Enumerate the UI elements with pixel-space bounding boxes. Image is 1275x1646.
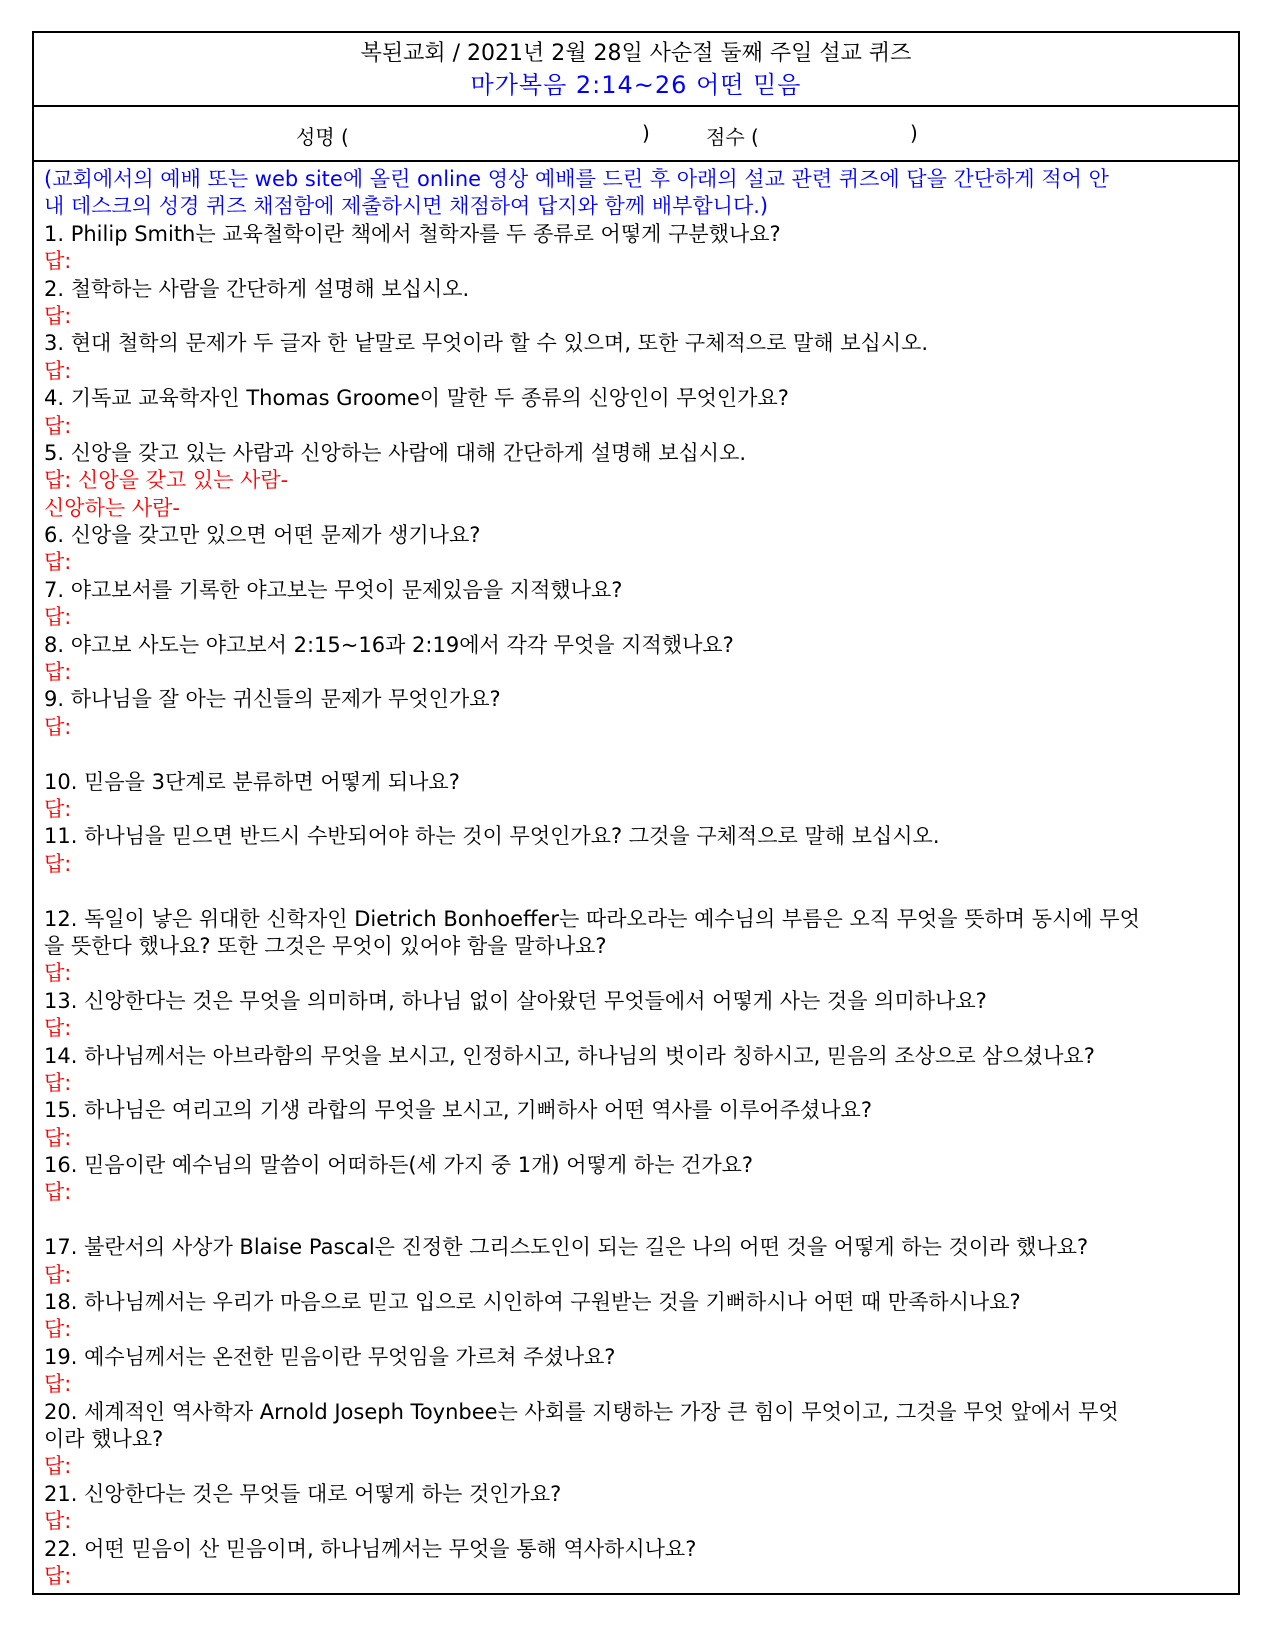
- question-text: 17. 불란서의 사상가 Blaise Pascal은 진정한 그리스도인이 되는 길은 나의 어떤 것을 어떻게 하는 것이라 했나요?: [44, 1235, 1089, 1260]
- answer-field[interactable]: 답:: [44, 1509, 72, 1534]
- question-text: 을 뜻한다 했나요? 또한 그것은 무엇이 있어야 함을 말하나요?: [44, 933, 607, 958]
- question-text: 11. 하나님을 믿으면 반드시 수반되어야 하는 것이 무엇인가요? 그것을 구체적으로 말해 보십시오.: [44, 824, 940, 849]
- name-close: ): [642, 121, 650, 145]
- question-text: 16. 믿음이란 예수님의 말씀이 어떠하든(세 가지 중 1개) 어떻게 하는 건가요?: [44, 1153, 754, 1178]
- answer-field[interactable]: 답:: [44, 303, 72, 328]
- answer-field[interactable]: 답:: [44, 1016, 72, 1041]
- question-text: 20. 세계적인 역사학자 Arnold Joseph Toynbee는 사회를 지탱하는 가장 큰 힘이 무엇이고, 그것을 무엇 앞에서 무엇: [44, 1399, 1119, 1424]
- instructions-line: 내 데스크의 성경 퀴즈 채점함에 제출하시면 채점하여 답지와 함께 배부합니다.): [44, 194, 769, 219]
- question-text: 5. 신앙을 갖고 있는 사람과 신앙하는 사람에 대해 간단하게 설명해 보십시오.: [44, 440, 747, 465]
- question-text: 6. 신앙을 갖고만 있으면 어떤 문제가 생기나요?: [44, 523, 481, 548]
- answer-field[interactable]: 답:: [44, 358, 72, 383]
- answer-field[interactable]: 답:: [44, 249, 72, 274]
- question-list: [34, 162, 1238, 1590]
- answer-field[interactable]: 답:: [44, 1070, 72, 1095]
- answer-field[interactable]: 답:: [44, 1125, 72, 1150]
- answer-field[interactable]: 답:: [44, 1454, 72, 1479]
- question-text: 19. 예수님께서는 온전한 믿음이란 무엇임을 가르쳐 주셨나요?: [44, 1344, 616, 1369]
- answer-field[interactable]: 답:: [44, 1262, 72, 1287]
- answer-field[interactable]: 신앙하는 사람-: [44, 495, 180, 520]
- answer-field[interactable]: 답:: [44, 660, 72, 685]
- answer-field[interactable]: 답:: [44, 550, 72, 575]
- question-text: 18. 하나님께서는 우리가 마음으로 믿고 입으로 시인하여 구원받는 것을 기뻐하시나 어떤 때 만족하시나요?: [44, 1290, 1021, 1315]
- question-text: 9. 하나님을 잘 아는 귀신들의 문제가 무엇인가요?: [44, 687, 501, 712]
- question-text: 3. 현대 철학의 문제가 두 글자 한 낱말로 무엇이라 할 수 있으며, 또한 구체적으로 말해 보십시오.: [44, 331, 929, 356]
- quiz-sheet: [32, 31, 1240, 1595]
- name-label: 성명 (: [296, 125, 349, 149]
- question-text: 14. 하나님께서는 아브라함의 무엇을 보시고, 인정하시고, 하나님의 벗이라 칭하시고, 믿음의 조상으로 삼으셨나요?: [44, 1043, 1095, 1068]
- spacer: [44, 1207, 1228, 1234]
- question-text: 4. 기독교 교육학자인 Thomas Groome이 말한 두 종류의 신앙인이 무엇인가요?: [44, 386, 789, 411]
- question-text: 13. 신앙한다는 것은 무엇을 의미하며, 하나님 없이 살아왔던 무엇들에서 어떻게 사는 것을 의미하나요?: [44, 988, 987, 1013]
- question-text: 2. 철학하는 사람을 간단하게 설명해 보십시오.: [44, 276, 470, 301]
- question-text: 7. 야고보서를 기록한 야고보는 무엇이 문제있음을 지적했나요?: [44, 577, 623, 602]
- question-text: 10. 믿음을 3단계로 분류하면 어떻게 되나요?: [44, 769, 460, 794]
- spacer: [44, 878, 1228, 905]
- score-close: ): [910, 121, 918, 145]
- instructions-line: (교회에서의 예배 또는 web site에 올린 online 영상 예배를 드린 후 아래의 설교 관련 퀴즈에 답을 간단하게 적어 안: [44, 167, 1109, 191]
- name-score-row: [34, 107, 1238, 162]
- answer-field[interactable]: 답:: [44, 851, 72, 876]
- answer-field[interactable]: 답:: [44, 413, 72, 438]
- question-text: 15. 하나님은 여리고의 기생 라합의 무엇을 보시고, 기뻐하사 어떤 역사를 이루어주셨나요?: [44, 1098, 872, 1123]
- answer-field[interactable]: 답:: [44, 1372, 72, 1397]
- question-text: 21. 신앙한다는 것은 무엇들 대로 어떻게 하는 것인가요?: [44, 1481, 562, 1506]
- question-text: 22. 어떤 믿음이 산 믿음이며, 하나님께서는 무엇을 통해 역사하시나요?: [44, 1536, 697, 1561]
- answer-field[interactable]: 답:: [44, 1563, 72, 1588]
- answer-field[interactable]: 답:: [44, 796, 72, 821]
- page-title: 복된교회 / 2021년 2월 28일 사순절 둘째 주일 설교 퀴즈: [360, 41, 912, 66]
- answer-field[interactable]: 답:: [44, 714, 72, 739]
- answer-field[interactable]: 답:: [44, 961, 72, 986]
- answer-field[interactable]: 답:: [44, 1180, 72, 1205]
- answer-field[interactable]: 답: 신앙을 갖고 있는 사람-: [44, 468, 289, 493]
- page-subtitle: 마가복음 2:14~26 어떤 믿음: [470, 71, 802, 99]
- answer-field[interactable]: 답:: [44, 605, 72, 630]
- spacer: [44, 741, 1228, 768]
- question-text: 8. 야고보 사도는 야고보서 2:15~16과 2:19에서 각각 무엇을 지적했나요?: [44, 632, 734, 657]
- answer-field[interactable]: 답:: [44, 1317, 72, 1342]
- score-label: 점수 (: [706, 125, 759, 149]
- question-text: 이라 했나요?: [44, 1426, 164, 1451]
- question-text: 12. 독일이 낳은 위대한 신학자인 Dietrich Bonhoeffer는 따라오라는 예수님의 부름은 오직 무엇을 뜻하며 동시에 무엇: [44, 906, 1140, 931]
- header: [34, 33, 1238, 107]
- question-text: 1. Philip Smith는 교육철학이란 책에서 철학자를 두 종류로 어떻게 구분했나요?: [44, 221, 781, 246]
